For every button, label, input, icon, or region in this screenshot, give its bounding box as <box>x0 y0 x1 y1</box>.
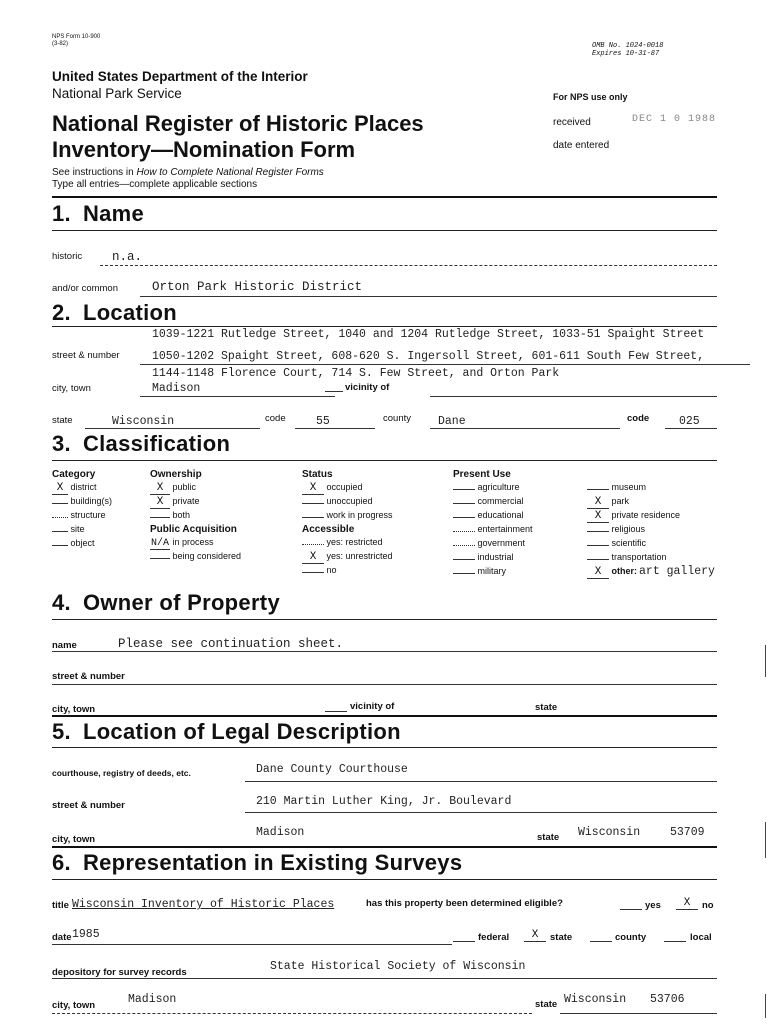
section-divider <box>52 846 717 848</box>
county-checkbox[interactable] <box>590 941 612 942</box>
street-line-1[interactable]: 1039-1221 Rutledge Street, 1040 and 1204 Rutledge Street, 1033-51 Spaight Street <box>152 328 705 341</box>
scan-mark <box>765 822 766 858</box>
courthouse-line <box>245 781 717 782</box>
section-divider <box>52 196 717 198</box>
legal-city-label: city, town <box>52 834 96 845</box>
section-rule <box>52 326 717 327</box>
category-buildings[interactable]: building(s) <box>52 496 112 510</box>
vicinity-line <box>430 396 717 397</box>
code-field[interactable]: 55 <box>316 415 330 428</box>
category-object[interactable]: object <box>52 538 112 552</box>
use-industrial[interactable]: industrial <box>453 552 533 566</box>
state-survey-label: state <box>550 932 573 943</box>
section-divider <box>52 715 717 717</box>
local-survey-label: local <box>690 932 712 943</box>
owner-name-field[interactable]: Please see continuation sheet. <box>118 637 344 651</box>
street-line-3[interactable]: 1144-1148 Florence Court, 714 S. Few Street, and Orton Park <box>152 367 560 380</box>
legal-city-field[interactable]: Madison <box>256 826 305 839</box>
depository-city-field[interactable]: Madison <box>128 993 177 1006</box>
use-entertainment[interactable]: entertainment <box>453 524 533 538</box>
street-line-2[interactable]: 1050-1202 Spaight Street, 608-620 S. Ingersoll Street, 601-611 South Few Street, <box>152 350 705 363</box>
use-military[interactable]: military <box>453 566 533 580</box>
ownership-heading: Ownership <box>150 469 202 480</box>
eligible-question: has this property been determined eligible? <box>366 898 563 909</box>
county-survey-label: county <box>615 932 647 943</box>
vicinity-checkbox-line <box>325 391 343 392</box>
category-structure[interactable]: structure <box>52 510 112 524</box>
survey-date-line <box>52 944 452 945</box>
date-entered-label: date entered <box>553 140 610 151</box>
owner-vicinity-label: vicinity of <box>350 701 395 712</box>
acquisition-being-considered[interactable]: being considered <box>150 551 241 565</box>
use-private-residence[interactable]: X private residence <box>587 510 715 524</box>
use-religious[interactable]: religious <box>587 524 715 538</box>
section-rule <box>52 460 717 461</box>
use-museum[interactable]: museum <box>587 482 715 496</box>
owner-name-line <box>52 651 717 652</box>
code2-field[interactable]: 025 <box>679 415 700 428</box>
survey-title-field[interactable]: Wisconsin Inventory of Historic Places <box>72 898 335 911</box>
received-label: received <box>553 117 591 128</box>
form-date: (3-82) <box>52 41 69 47</box>
code2-line <box>665 428 717 429</box>
scan-mark <box>765 645 766 677</box>
instructions-line2: Type all entries—complete applicable sections <box>52 179 258 190</box>
section-rule <box>52 747 717 748</box>
county-field[interactable]: Dane <box>438 415 466 428</box>
federal-checkbox[interactable] <box>453 941 475 942</box>
local-checkbox[interactable] <box>664 941 686 942</box>
owner-name-label: name <box>52 640 77 651</box>
historic-field[interactable]: n.a. <box>112 250 143 264</box>
historic-label: historic <box>52 251 83 262</box>
legal-street-line <box>245 812 717 813</box>
ownership-private[interactable]: X private <box>150 496 241 510</box>
section-rule <box>52 230 717 231</box>
legal-state-field[interactable]: Wisconsin <box>578 826 641 839</box>
status-work-in-progress[interactable]: work in progress <box>302 510 393 524</box>
county-line <box>430 428 620 429</box>
status-unoccupied[interactable]: unoccupied <box>302 496 393 510</box>
street-number-label: street & number <box>52 350 120 361</box>
common-name-label: and/or common <box>52 283 119 294</box>
ownership-list <box>150 482 241 565</box>
received-stamp: DEC 1 0 1988 <box>632 114 717 125</box>
owner-street-line <box>52 684 717 685</box>
survey-title-label: title <box>52 900 69 911</box>
state-survey-checkbox[interactable]: X <box>524 929 546 942</box>
depository-label: depository for survey records <box>52 967 187 978</box>
present-use-list-1 <box>453 482 533 580</box>
eligible-no-checkbox[interactable]: X <box>676 897 698 910</box>
status-heading: Status <box>302 469 333 480</box>
eligible-yes-checkbox[interactable] <box>620 909 642 910</box>
present-use-heading: Present Use <box>453 469 511 480</box>
present-use-list-2 <box>587 482 715 580</box>
legal-zip-field[interactable]: 53709 <box>670 826 705 839</box>
survey-date-field[interactable]: 1985 <box>72 928 100 941</box>
omb-expires: Expires 10-31-87 <box>592 50 660 58</box>
owner-state-label: state <box>535 702 558 713</box>
courthouse-field[interactable]: Dane County Courthouse <box>256 763 408 776</box>
historic-field-line <box>100 265 717 266</box>
state-line <box>85 428 260 429</box>
use-commercial[interactable]: commercial <box>453 496 533 510</box>
courthouse-label: courthouse, registry of deeds, etc. <box>52 768 191 778</box>
state-field[interactable]: Wisconsin <box>112 415 175 428</box>
depository-zip-field[interactable]: 53706 <box>650 993 685 1006</box>
common-name-line <box>140 296 717 297</box>
street-line <box>140 364 750 365</box>
ownership-both[interactable]: both <box>150 510 241 524</box>
legal-street-field[interactable]: 210 Martin Luther King, Jr. Boulevard <box>256 795 512 808</box>
status-occupied[interactable]: X occupied <box>302 482 393 496</box>
accessible-no[interactable]: no <box>302 565 393 579</box>
legal-state-label: state <box>537 832 560 843</box>
section-4-heading: 4. Owner of Property <box>52 590 280 615</box>
use-scientific[interactable]: scientific <box>587 538 715 552</box>
form-title-line1: National Register of Historic Places <box>52 111 424 136</box>
section-3-heading: 3. Classification <box>52 431 231 456</box>
code2-label: code <box>627 413 650 424</box>
depository-line <box>52 978 717 979</box>
public-acquisition-heading: Public Acquisition <box>150 524 237 535</box>
code-label: code <box>265 413 286 424</box>
owner-city-label: city, town <box>52 704 96 715</box>
accessible-restricted[interactable]: yes: restricted <box>302 537 393 551</box>
category-site[interactable]: site <box>52 524 112 538</box>
federal-label: federal <box>478 932 510 943</box>
owner-vicinity-checkbox[interactable] <box>325 711 347 712</box>
section-rule <box>52 619 717 620</box>
use-park[interactable]: X park <box>587 496 715 510</box>
form-number: NPS Form 10-900 <box>52 34 101 40</box>
eligible-yes-label: yes <box>645 900 661 911</box>
depository-state-label: state <box>535 999 558 1010</box>
owner-street-label: street & number <box>52 671 125 682</box>
category-list <box>52 482 112 552</box>
code-line <box>295 428 375 429</box>
section-rule <box>52 879 717 880</box>
omb-number: OMB No. 1024-0018 <box>592 42 664 50</box>
status-list <box>302 482 393 579</box>
acquisition-in-process[interactable]: N/A in process <box>150 537 214 549</box>
depository-city-line <box>52 1013 532 1014</box>
accessible-unrestricted[interactable]: X yes: unrestricted <box>302 551 393 565</box>
common-name-field[interactable]: Orton Park Historic District <box>152 280 363 294</box>
category-heading: Category <box>52 469 96 480</box>
category-district[interactable]: X district <box>52 482 112 496</box>
nps-use-only: For NPS use only <box>553 92 628 102</box>
accessible-heading: Accessible <box>302 524 355 535</box>
vicinity-label: vicinity of <box>345 382 390 393</box>
use-agriculture[interactable]: agriculture <box>453 482 533 496</box>
use-other[interactable]: X other: art gallery <box>587 566 715 580</box>
city-field[interactable]: Madison <box>152 382 201 395</box>
ownership-public[interactable]: X public <box>150 482 241 496</box>
use-educational[interactable]: educational <box>453 510 533 524</box>
service-name: National Park Service <box>52 86 182 101</box>
legal-street-label: street & number <box>52 800 125 811</box>
department-name: United States Department of the Interior <box>52 69 308 84</box>
survey-date-label: date <box>52 932 72 943</box>
depository-state-line <box>560 1013 717 1014</box>
city-line <box>140 396 335 397</box>
depository-city-label: city, town <box>52 1000 96 1011</box>
form-title-line2: Inventory—Nomination Form <box>52 137 356 162</box>
instructions-line1: See instructions in How to Complete National Register Forms <box>52 167 324 178</box>
city-label: city, town <box>52 383 91 394</box>
section-2-heading: 2. Location <box>52 300 178 325</box>
eligible-no-label: no <box>702 900 714 911</box>
depository-state-field[interactable]: Wisconsin <box>564 993 627 1006</box>
depository-field[interactable]: State Historical Society of Wisconsin <box>270 960 526 973</box>
section-6-heading: 6. Representation in Existing Surveys <box>52 850 463 875</box>
section-5-heading: 5. Location of Legal Description <box>52 719 401 744</box>
use-transportation[interactable]: transportation <box>587 552 715 566</box>
state-label: state <box>52 415 73 426</box>
use-other-value: art gallery <box>639 565 715 578</box>
use-government[interactable]: government <box>453 538 533 552</box>
section-1-heading: 1. Name <box>52 201 145 226</box>
county-label: county <box>383 413 411 424</box>
scan-mark <box>765 994 766 1018</box>
